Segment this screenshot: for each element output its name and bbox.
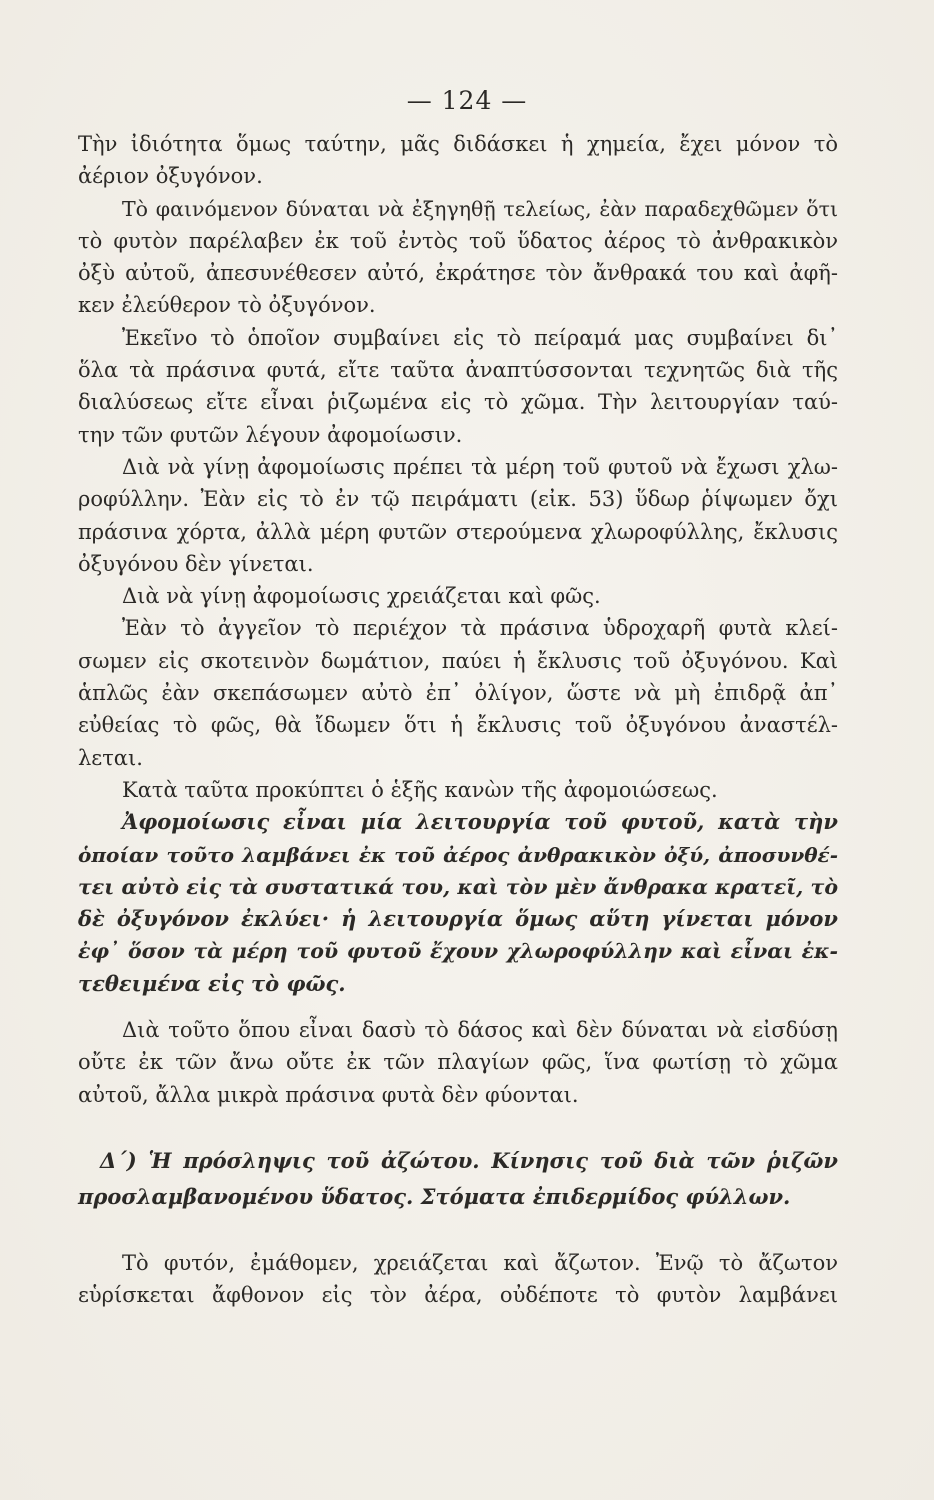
text-line: τὸ φυτὸν παρέλαβεν ἐκ τοῦ ἐντὸς τοῦ ὕδατος ἀέρος τὸ ἀνθρακικὸν: [78, 228, 838, 253]
text-line: λεται.: [78, 745, 143, 770]
text-line: ροφύλλην. Ἐὰν εἰς τὸ ἐν τῷ πειράματι (εἰκ. 53) ὕδωρ ῥίψωμεν ὄχι: [78, 487, 838, 512]
rule-text-line: ὁποίαν τοῦτο λαμβάνει ἐκ τοῦ ἀέρος ἀνθρακικὸν ὀξύ, ἀποσυνθέ-: [78, 842, 838, 867]
text-line: Ἐκεῖνο τὸ ὁποῖον συμβαίνει εἰς τὸ πείραμά μας συμβαίνει δι᾿: [122, 325, 838, 350]
text-line: εὐθείας τὸ φῶς, θὰ ἴδωμεν ὅτι ἡ ἔκλυσις τοῦ ὀξυγόνου ἀναστέλ-: [78, 713, 838, 738]
text-line: οὔτε ἐκ τῶν ἄνω οὔτε ἐκ τῶν πλαγίων φῶς, ἵνα φωτίσῃ τὸ χῶμα: [78, 1050, 838, 1075]
text-line: Τὸ φυτόν, ἐμάθομεν, χρειάζεται καὶ ἄζωτον. Ἐνῷ τὸ ἄζωτον: [122, 1250, 838, 1275]
rule-text-line: τει αὐτὸ εἰς τὰ συστατικά του, καὶ τὸν μὲν ἄνθρακα κρατεῖ, τὸ: [78, 874, 838, 899]
text-line: ὀξυγόνου δὲν γίνεται.: [78, 551, 314, 576]
text-line: ἁπλῶς ἐὰν σκεπάσωμεν αὐτὸ ἐπ᾿ ὀλίγον, ὥστε νὰ μὴ ἐπιδρᾷ ἀπ᾿: [78, 681, 838, 706]
section-heading-line: προσλαμβανομένου ὕδατος. Στόματα ἐπιδερμίδος φύλλων.: [78, 1183, 791, 1209]
text-line: Διὰ τοῦτο ὅπου εἶναι δασὺ τὸ δάσος καὶ δὲν δύναται νὰ εἰσδύσῃ: [122, 1018, 838, 1043]
text-line: αὐτοῦ, ἄλλα μικρὰ πράσινα φυτὰ δὲν φύονται.: [78, 1082, 579, 1107]
rule-text-line: δὲ ὀξυγόνον ἐκλύει· ἡ λειτουργία ὅμως αὕτη γίνεται μόνον: [78, 906, 838, 932]
text-line: πράσινα χόρτα, ἀλλὰ μέρη φυτῶν στερούμενα χλωροφύλλης, ἔκλυσις: [78, 519, 838, 544]
text-line: την τῶν φυτῶν λέγουν ἀφομοίωσιν.: [78, 422, 463, 447]
rule-text-line: Ἀφομοίωσις εἶναι μία λειτουργία τοῦ φυτοῦ, κατὰ τὴν: [122, 809, 838, 835]
text-line: σωμεν εἰς σκοτεινὸν δωμάτιον, παύει ἡ ἔκλυσις τοῦ ὀξυγόνου. Καὶ: [78, 648, 838, 673]
body-text: [78, 128, 838, 1312]
text-line: Διὰ νὰ γίνῃ ἀφομοίωσις πρέπει τὰ μέρη τοῦ φυτοῦ νὰ ἔχωσι χλω-: [122, 454, 838, 479]
text-line: ἀέριον ὀξυγόνον.: [78, 164, 263, 189]
text-line: Τὴν ἰδιότητα ὅμως ταύτην, μᾶς διδάσκει ἡ χημεία, ἔχει μόνον τὸ: [78, 132, 838, 156]
section-heading: [78, 1143, 838, 1215]
text-line: κεν ἐλεύθερον τὸ ὀξυγόνον.: [78, 293, 376, 318]
text-line: εὑρίσκεται ἄφθονον εἰς τὸν ἀέρα, οὐδέποτε τὸ φυτὸν λαμβάνει: [78, 1283, 838, 1308]
rule-text-line: τεθειμένα εἰς τὸ φῶς.: [78, 970, 346, 996]
text-line: διαλύσεως εἴτε εἶναι ῥιζωμένα εἰς τὸ χῶμα. Τὴν λειτουργίαν ταύ-: [78, 390, 838, 415]
text-line: Διὰ νὰ γίνῃ ἀφομοίωσις χρειάζεται καὶ φῶς.: [122, 584, 601, 609]
text-line: ὅλα τὰ πράσινα φυτά, εἴτε ταῦτα ἀναπτύσσονται τεχνητῶς διὰ τῆς: [78, 358, 838, 383]
text-line: Κατὰ ταῦτα προκύπτει ὁ ἑξῆς κανὼν τῆς ἀφομοιώσεως.: [122, 777, 718, 802]
text-line: ὀξὺ αὐτοῦ, ἀπεσυνέθεσεν αὐτό, ἐκράτησε τὸν ἄνθρακά του καὶ ἀφῆ-: [78, 261, 838, 286]
page-number: — 124 —: [406, 86, 528, 115]
rule-text-line: ἐφ᾿ ὅσον τὰ μέρη τοῦ φυτοῦ ἔχουν χλωροφύλλην καὶ εἶναι ἐκ-: [78, 939, 838, 964]
section-heading-line: Δ΄) Ἡ πρόσληψις τοῦ ἀζώτου. Κίνησις τοῦ διὰ τῶν ῥιζῶν: [100, 1147, 838, 1173]
text-line: Ἐὰν τὸ ἀγγεῖον τὸ περιέχον τὰ πράσινα ὑδροχαρῆ φυτὰ κλεί-: [122, 616, 838, 641]
text-line: Τὸ φαινόμενον δύναται νὰ ἐξηγηθῇ τελείως, ἐὰν παραδεχθῶμεν ὅτι: [122, 196, 838, 221]
